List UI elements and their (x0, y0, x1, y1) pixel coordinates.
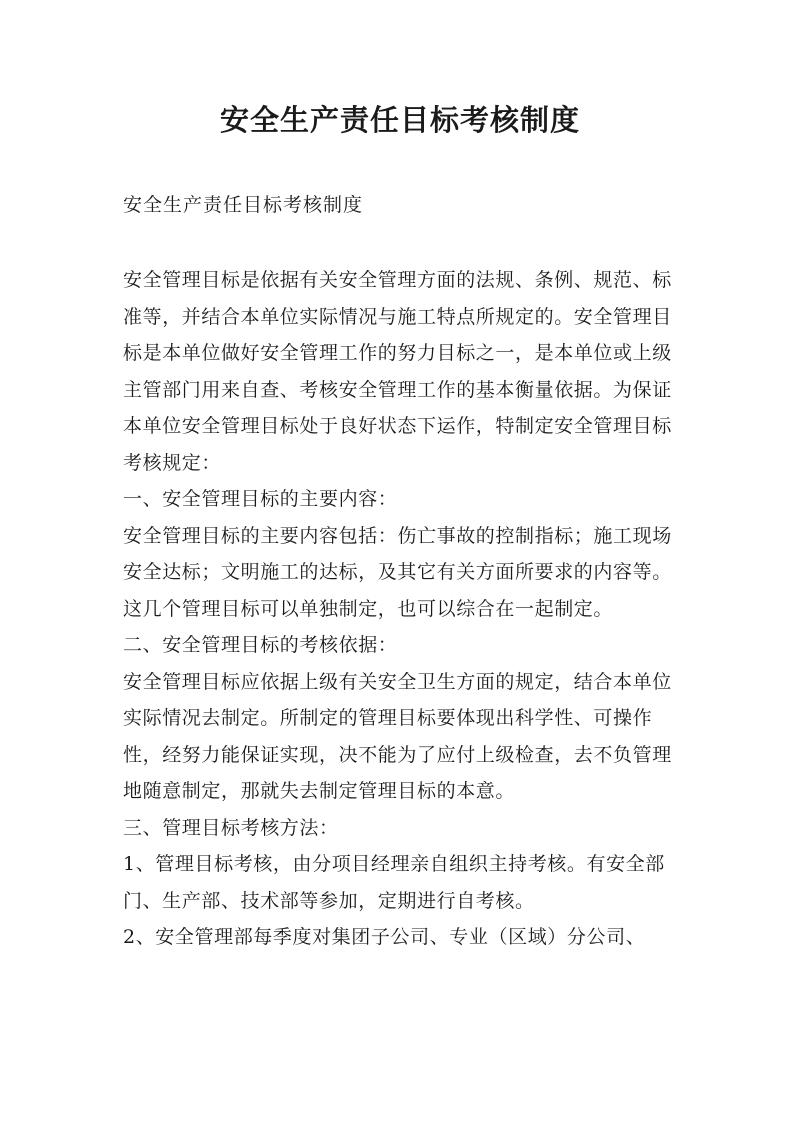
paragraph-method-2: 2、安全管理部每季度对集团子公司、专业（区域）分公司、 (123, 926, 646, 948)
document-subtitle: 安全生产责任目标考核制度 (123, 194, 364, 216)
paragraph-intro: 安全管理目标是依据有关安全管理方面的法规、条例、规范、标准等，并结合本单位实际情况与施工特点所规定的。安全管理目标是本单位做好安全管理工作的努力目标之一，是本单位或上级主管部门用来自查、考核安全管理工作的基本衡量依据。为保证本单位安全管理目标处于良好状态下运作，特制定安全管理目标考核规定： (123, 269, 672, 474)
section-heading-2: 二、安全管理目标的考核依据： (123, 634, 398, 656)
document-body (123, 262, 683, 956)
paragraph-basis: 安全管理目标应依据上级有关安全卫生方面的规定，结合本单位实际情况去制定。所制定的管理目标要体现出科学性、可操作性，经努力能保证实现，决不能为了应付上级检查，去不负管理地随意制定，那就失去制定管理目标的本意。 (123, 670, 672, 802)
paragraph-method-1: 1、管理目标考核，由分项目经理亲自组织主持考核。有安全部门、生产部、技术部等参加，定期进行自考核。 (123, 853, 665, 912)
section-heading-3: 三、管理目标考核方法： (123, 816, 339, 839)
paragraph-content: 安全管理目标的主要内容包括：伤亡事故的控制指标；施工现场安全达标；文明施工的达标，及其它有关方面所要求的内容等。 (123, 524, 672, 583)
document-title: 安全生产责任目标考核制度 (219, 103, 580, 137)
paragraph-note: 这几个管理目标可以单独制定，也可以综合在一起制定。 (123, 597, 614, 620)
section-heading-1: 一、安全管理目标的主要内容： (123, 488, 398, 510)
